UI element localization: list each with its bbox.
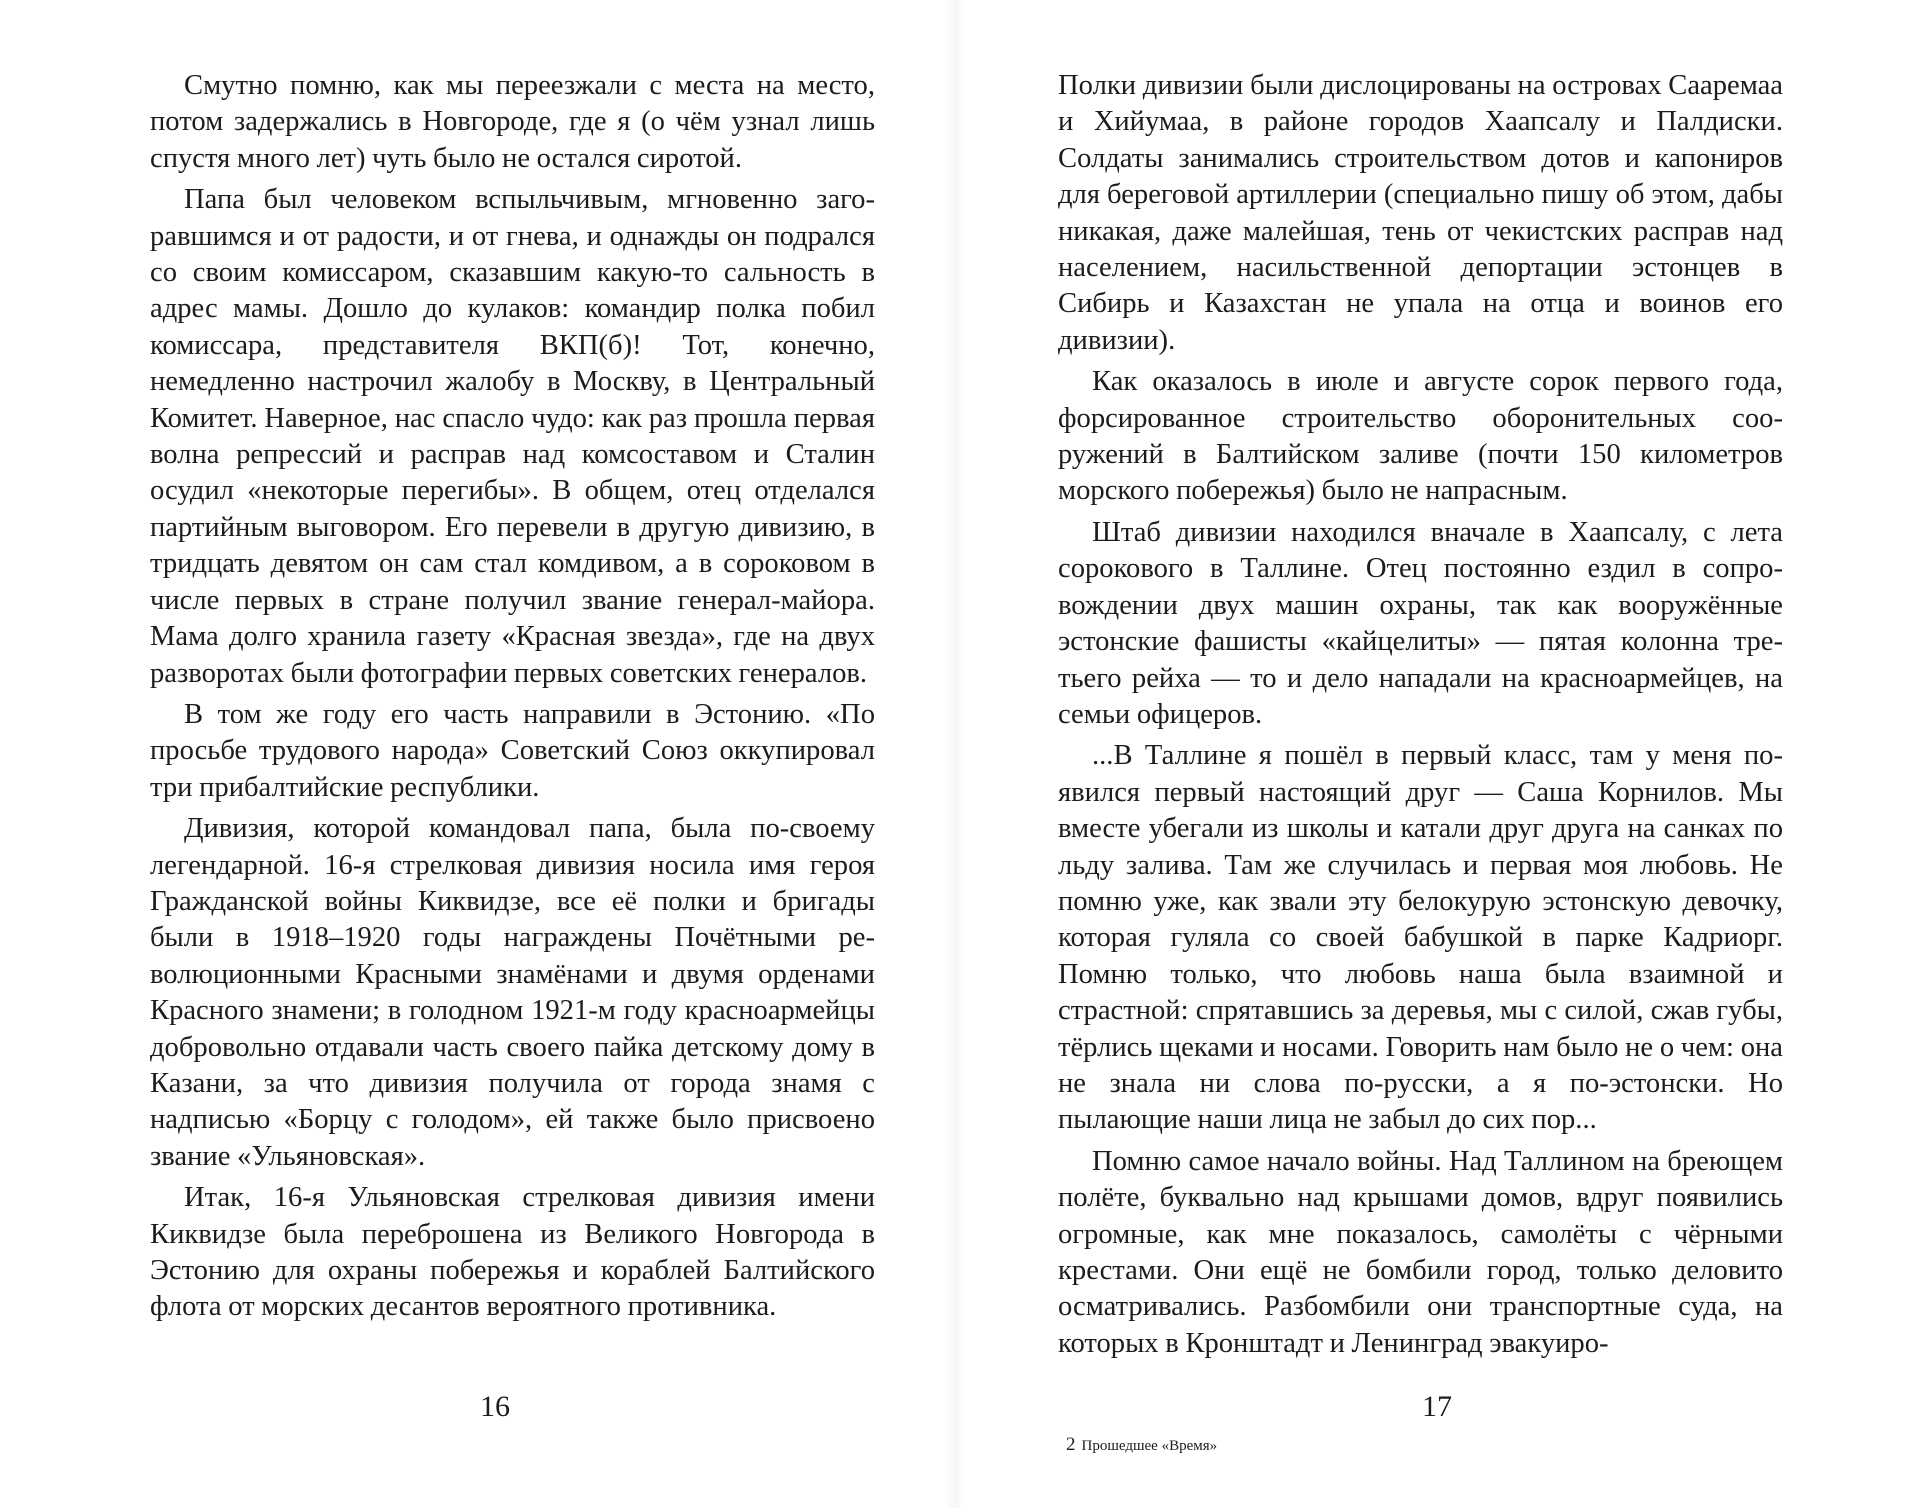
paragraph: ...В Таллине я пошёл в первый класс, там у меня появился первый настоящий друг — Саша Корнилов. Мы вместе убегали из школы и катали друг друга на санках по льду залива. Там же случилась и первая моя любовь. Не помню уже, как звали эту белокурую эстонскую девочку, которая гуляла со своей бабушкой в парке Кадриорг. Помню только, что любовь наша была взаимной и страстной: спрятавшись за деревья, мы с силой, сжав губы, тёрлись щеками и носами. Говорить нам было не о чем: она не знала ни слова по-русски, а я по-эстонски. Но пылающие наши лица не забыл до сих пор... [1058, 740, 1783, 1136]
printer-signature [1066, 1435, 1217, 1456]
paragraph: Дивизия, которой командовал папа, была по-своему легендарной. 16-я стрелковая дивизия носила имя героя Гражданской войны Киквидзе, все её полки и бригады были в 1918–1920 годы награждены Почётными революционными Красными знамёнами и двумя орденами Красного знамени; в голодном 1921-м году красноармейцы добровольно отдавали часть своего пайка детскому дому в Казани, за что дивизия получила от города знамя с надписью «Борцу с голодом», ей также было присвоено звание «Ульяновская». [150, 813, 875, 1172]
right-page [1058, 68, 1783, 1362]
paragraph: Штаб дивизии находился вначале в Хаапсалу, с лета сорокового в Таллине. Отец постоянно ездил в сопровождении двух машин охраны, так как вооружённые эстонские фашисты «кайцелиты» — пятая колонна третьего рейха — то и дело нападали на красноармейцев, на семьи офицеров. [1058, 516, 1783, 730]
paragraph: Смутно помню, как мы переезжали с места на место, потом задержались в Новгороде, где я (о чём узнал лишь спустя много лет) чуть было не остался сиротой. [150, 70, 875, 174]
page-number-left: 16 [480, 1390, 510, 1423]
paragraph: В том же году его часть направили в Эстонию. «По просьбе трудового народа» Советский Союз оккупировал три прибалтийские республики. [150, 698, 875, 803]
page-number-right: 17 [1422, 1390, 1452, 1423]
paragraph: Итак, 16-я Ульяновская стрелковая дивизия имени Киквидзе была переброшена из Великого Новгорода в Эстонию для охраны побережья и кораблей Балтийского флота от морских десантов вероятного противника. [150, 1182, 875, 1323]
signature-title: Прошедшее «Время» [1081, 1438, 1218, 1454]
paragraph: Полки дивизии были дислоцированы на островах Сааремаа и Хийумаа, в районе городов Хаапсалу и Палдиски. Солдаты занимались строительством дотов и капониров для береговой артиллерии (специально пишу об этом, дабы никакая, даже малейшая, тень от чекистских расправ над населением, насильственной депортации эстонцев в Сибирь и Казахстан не упала на отца и воинов его дивизии). [1058, 70, 1783, 356]
signature-number: 2 [1066, 1434, 1076, 1455]
left-page [150, 68, 875, 1326]
paragraph: Как оказалось в июле и августе сорок первого года, форсированное строительство оборонительных сооружений в Балтийском заливе (почти 150 километров морского побережья) было не напрасным. [1058, 366, 1783, 507]
paragraph: Помню самое начало войны. Над Таллином на бреющем полёте, буквально над крышами домов, вдруг появились огромные, как мне показалось, самолёты с чёрными крестами. Они ещё не бомбили город, только деловито осматривались. Разбомбили они транспортные суда, на которых в Кронштадт и Ленинград эвакуиро- [1058, 1145, 1783, 1359]
gutter-shadow [945, 0, 965, 1508]
paragraph: Папа был человеком вспыльчивым, мгновенно загоравшимся и от радости, и от гнева, и однажды он подрался со своим комиссаром, сказавшим какую-то сальность в адрес мамы. Дошло до кулаков: командир полка побил комиссара, представителя ВКП(б)! Тот, конечно, немедленно настрочил жалобу в Москву, в Центральный Комитет. Наверное, нас спасло чудо: как раз прошла первая волна репрессий и расправ над комсоставом и Сталин осудил «некоторые перегибы». В общем, отец отделался партийным выговором. Его перевели в другую дивизию, в тридцать девятом он сам стал комдивом, а в сороковом в числе первых в стране получил звание генерал-майора. Мама долго хранила газету «Красная звезда», где на двух разворотах были фотографии первых советских генералов. [150, 184, 875, 689]
